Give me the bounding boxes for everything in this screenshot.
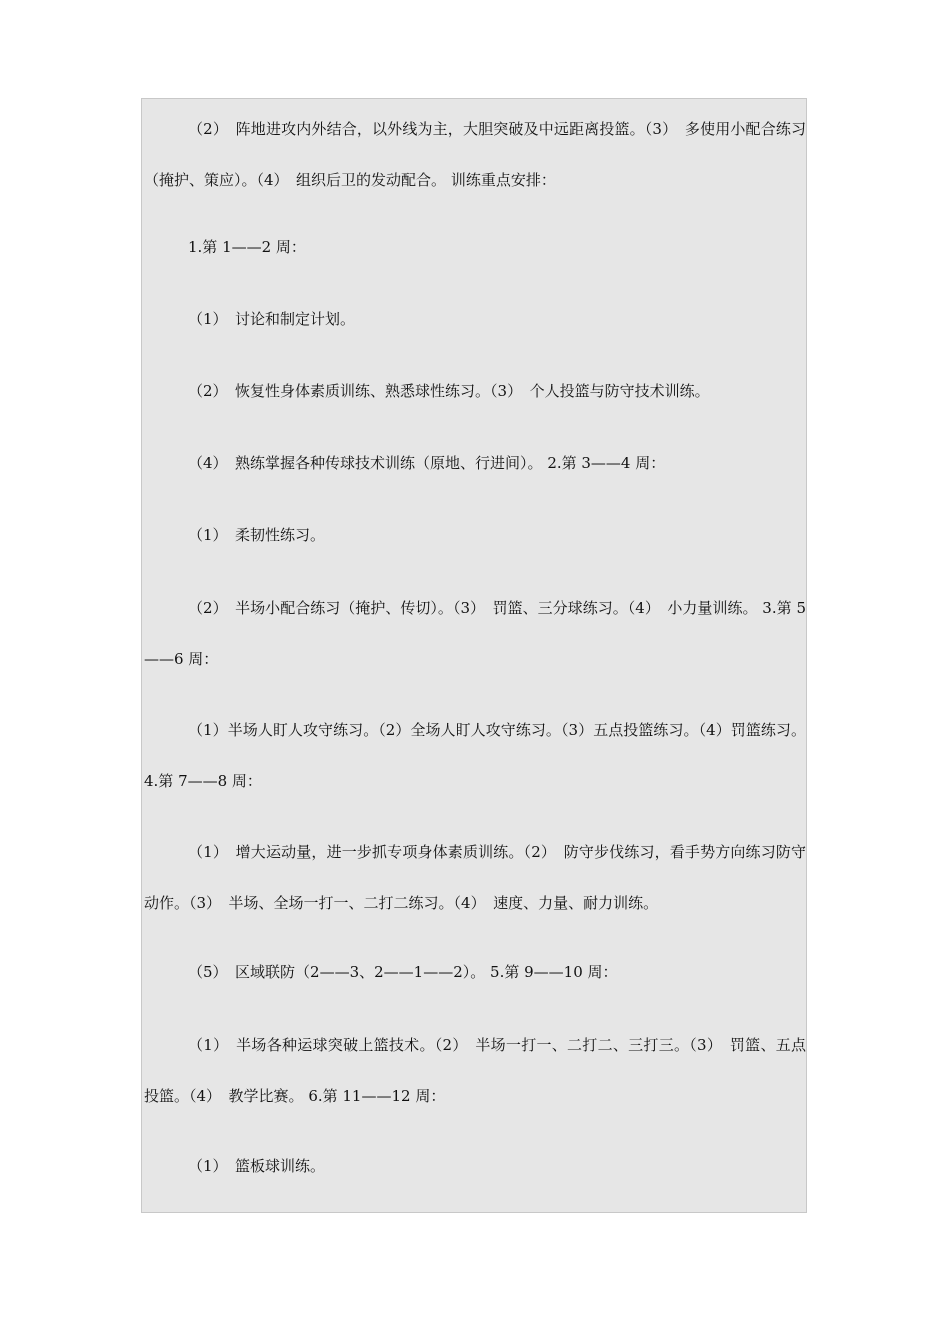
paragraph-5: （4） 熟练掌握各种传球技术训练（原地、行进间）。 2.第 3——4 周： xyxy=(188,454,666,472)
paragraph-4: （2） 恢复性身体素质训练、熟悉球性练习。（3） 个人投篮与防守技术训练。 xyxy=(188,382,710,400)
paragraph-3: （1） 讨论和制定计划。 xyxy=(188,310,356,328)
paragraph-7: （2） 半场小配合练习（掩护、传切）。（3） 罚篮、三分球练习。（4） 小力量训练。 3.第 5——6 周： xyxy=(144,599,806,668)
paragraph-6: （1） 柔韧性练习。 xyxy=(188,526,326,544)
paragraph-1: （2） 阵地进攻内外结合，以外线为主，大胆突破及中远距离投篮。（3） 多使用小配合练习（掩护、策应）。（4） 组织后卫的发动配合。 训练重点安排： xyxy=(144,120,806,189)
paragraph-10: （5） 区域联防（2——3、2——1——2）。 5.第 9——10 周： xyxy=(188,963,618,981)
paragraph-12: （1） 篮板球训练。 xyxy=(188,1157,326,1175)
paragraph-9: （1） 增大运动量，进一步抓专项身体素质训练。（2） 防守步伐练习，看手势方向练习防守动作。（3） 半场、全场一打一、二打二练习。（4） 速度、力量、耐力训练。 xyxy=(144,843,806,912)
paragraph-8: （1）半场人盯人攻守练习。（2）全场人盯人攻守练习。（3）五点投篮练习。（4）罚篮练习。 4.第 7——8 周： xyxy=(144,721,806,790)
paragraph-11: （1） 半场各种运球突破上篮技术。（2） 半场一打一、二打二、三打三。（3） 罚篮、五点投篮。（4） 教学比赛。 6.第 11——12 周： xyxy=(144,1036,806,1105)
paragraph-2: 1.第 1——2 周： xyxy=(188,238,306,256)
